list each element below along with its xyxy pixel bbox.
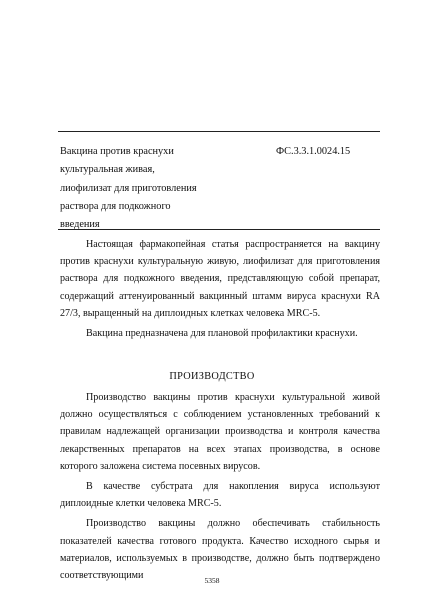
title-line: введения — [60, 219, 100, 231]
production-paragraph: В качестве субстрата для накопления вируса используют диплоидные клетки человека MRC-5. — [60, 481, 380, 510]
page-number: 5358 — [204, 576, 220, 585]
title-line: Вакцина против краснухи — [60, 146, 174, 157]
header-bottom-rule — [58, 229, 380, 230]
monograph-title — [60, 143, 250, 234]
intro-paragraph: Настоящая фармакопейная статья распространяется на вакцину против краснухи культуральную живую, лиофилизат для приготовления раствора для подкожного введения, представляющую собой препарат, содержащий аттенуированный вакцинный штамм вируса краснухи RA 27/3, выращенный на диплоидных клетках человека MRC-5. — [60, 239, 380, 319]
production-section — [60, 389, 380, 584]
title-line: культуральная живая, — [60, 164, 155, 176]
production-paragraph: Производство вакцины должно обеспечивать стабильность показателей качества готового продукта. Качество исходного сырья и материалов, используемых в производстве, должно быть подтверждено соответствующими — [60, 518, 380, 582]
production-paragraph: Производство вакцины против краснухи культуральной живой должно осуществляться с соблюдением установленных требований к правилам надлежащей организации производства и контроля качества лекарственных препаратов на всех этапах производства, в основе которого заложена система посевных вирусов. — [60, 392, 380, 472]
monograph-code: ФС.3.3.1.0024.15 — [276, 146, 351, 157]
intro-paragraph: Вакцина предназначена для плановой профилактики краснухи. — [86, 328, 358, 340]
section-heading-production: ПРОИЗВОДСТВО — [169, 371, 255, 382]
intro-section — [60, 236, 380, 342]
title-line: раствора для подкожного — [60, 200, 171, 212]
title-line: лиофилизат для приготовления — [60, 182, 197, 194]
header-top-rule — [58, 131, 380, 132]
